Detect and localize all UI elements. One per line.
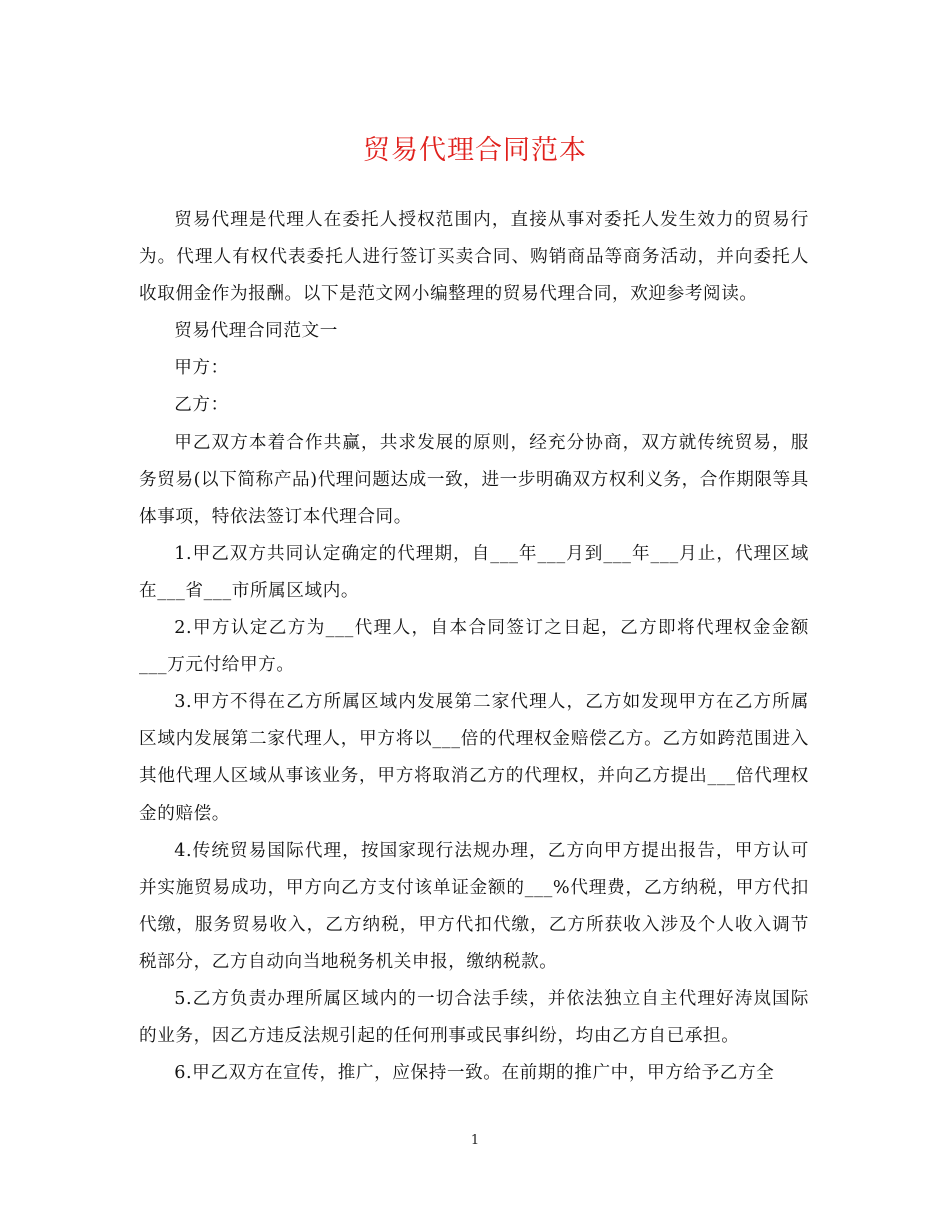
intro-paragraph: 贸易代理是代理人在委托人授权范围内，直接从事对委托人发生效力的贸易行为。代理人有权代表委托人进行签订买卖合同、购销商品等商务活动，并向委托人收取佣金作为报酬。以下是范文网小编整理的贸易代理合同，欢迎参考阅读。 bbox=[139, 210, 809, 305]
clause-4: 4.传统贸易国际代理，按国家现行法规办理，乙方向甲方提出报告，甲方认可并实施贸易成功，甲方向乙方支付该单证金额的___%代理费，乙方纳税，甲方代扣代缴，服务贸易收入，乙方纳税，甲方代扣代缴，乙方所获收入涉及个人收入调节税部分，乙方自动向当地税务机关申报，缴纳税款。 bbox=[139, 840, 809, 972]
party-b-line: 乙方： bbox=[174, 395, 229, 416]
clause-3: 3.甲方不得在乙方所属区域内发展第二家代理人，乙方如发现甲方在乙方所属区域内发展第二家代理人，甲方将以___倍的代理权金赔偿乙方。乙方如跨范围进入其他代理人区域从事该业务，甲方将取消乙方的代理权，并向乙方提出___倍代理权金的赔偿。 bbox=[139, 692, 809, 824]
clause-2: 2.甲方认定乙方为___代理人，自本合同签订之日起，乙方即将代理权金金额___万元付给甲方。 bbox=[139, 618, 809, 676]
party-a-line: 甲方： bbox=[174, 358, 229, 379]
preamble-paragraph: 甲乙双方本着合作共赢，共求发展的原则，经充分协商，双方就传统贸易，服务贸易(以下简称产品)代理问题达成一致，进一步明确双方权利义务，合作期限等具体事项，特依法签订本代理合同。 bbox=[139, 432, 809, 527]
clause-5: 5.乙方负责办理所属区域内的一切合法手续，并依法独立自主代理好涛岚国际的业务，因乙方违反法规引起的任何刑事或民事纠纷，均由乙方自已承担。 bbox=[139, 988, 809, 1047]
clause-6: 6.甲乙双方在宣传，推广，应保持一致。在前期的推广中，甲方给予乙方全 bbox=[174, 1063, 775, 1084]
document-title: 贸易代理合同范本 bbox=[363, 135, 587, 166]
section-heading: 贸易代理合同范文一 bbox=[174, 321, 338, 342]
document-body bbox=[139, 202, 809, 1092]
page-number: 1 bbox=[470, 1133, 480, 1148]
clause-1: 1.甲乙双方共同认定确定的代理期，自___年___月到___年___月止，代理区域在___省___市所属区域内。 bbox=[139, 543, 809, 601]
